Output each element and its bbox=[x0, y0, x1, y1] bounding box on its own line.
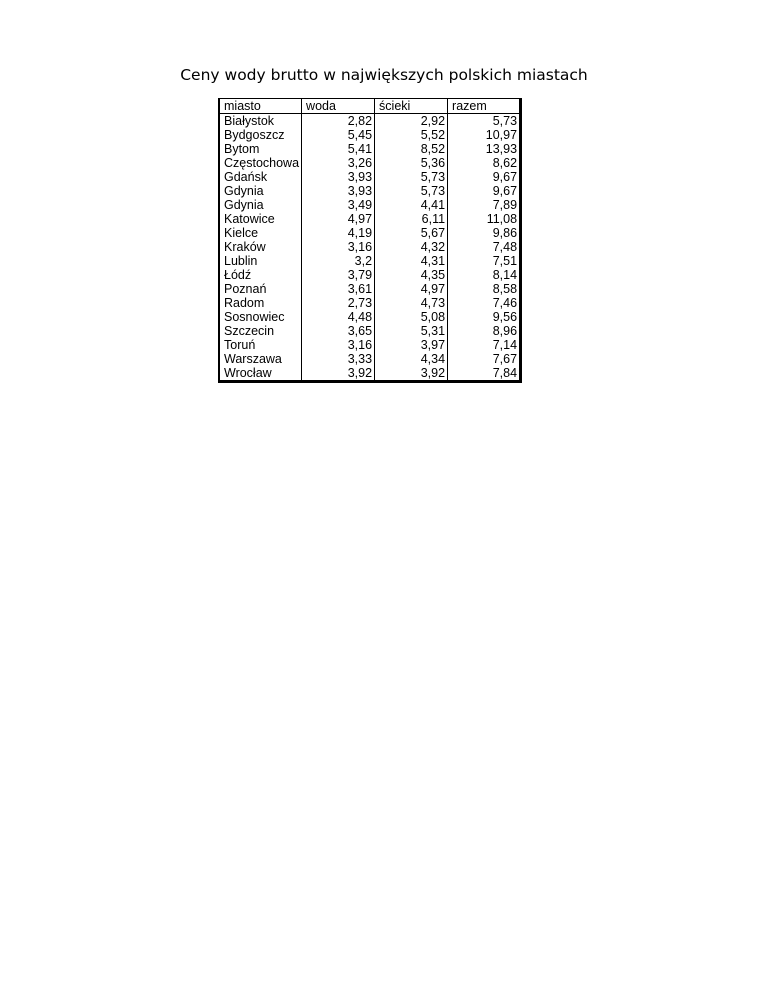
cell-sewage: 5,67 bbox=[375, 226, 448, 240]
table-row bbox=[219, 254, 521, 268]
table-row bbox=[219, 366, 521, 382]
cell-city: Szczecin bbox=[219, 324, 302, 338]
cell-total: 7,14 bbox=[492, 338, 518, 352]
cell-sewage: 4,41 bbox=[375, 198, 448, 212]
table-row bbox=[219, 226, 521, 240]
cell-city: Bydgoszcz bbox=[219, 128, 302, 142]
table-row bbox=[219, 268, 521, 282]
cell-total: 13,93 bbox=[485, 142, 518, 156]
cell-total: 7,46 bbox=[492, 296, 518, 310]
cell-total: 8,14 bbox=[492, 268, 518, 282]
cell-total: 5,73 bbox=[492, 114, 518, 128]
cell-water: 2,82 bbox=[302, 114, 375, 129]
cell-city: Gdańsk bbox=[219, 170, 302, 184]
cell-water: 3,61 bbox=[302, 282, 375, 296]
table-row bbox=[219, 338, 521, 352]
cell-city: Kielce bbox=[219, 226, 302, 240]
cell-city: Gdynia bbox=[219, 198, 302, 212]
cell-total: 9,67 bbox=[492, 170, 518, 184]
table-row bbox=[219, 128, 521, 142]
cell-city: Gdynia bbox=[219, 184, 302, 198]
cell-total: 9,67 bbox=[492, 184, 518, 198]
cell-total: 11,08 bbox=[486, 212, 518, 226]
header-city: miasto bbox=[219, 99, 302, 114]
cell-water: 3,93 bbox=[302, 170, 375, 184]
cell-city: Warszawa bbox=[219, 352, 302, 366]
cell-water: 2,73 bbox=[302, 296, 375, 310]
cell-total: 10,97 bbox=[485, 128, 518, 142]
cell-water: 3,79 bbox=[302, 268, 375, 282]
cell-city: Sosnowiec bbox=[219, 310, 302, 324]
cell-city: Toruń bbox=[219, 338, 302, 352]
table-row bbox=[219, 282, 521, 296]
cell-sewage: 4,32 bbox=[375, 240, 448, 254]
cell-city: Wrocław bbox=[219, 366, 302, 382]
cell-sewage: 3,97 bbox=[375, 338, 448, 352]
cell-sewage: 4,35 bbox=[375, 268, 448, 282]
water-price-table bbox=[218, 98, 522, 383]
cell-total: 9,56 bbox=[492, 310, 518, 324]
cell-sewage: 4,97 bbox=[375, 282, 448, 296]
cell-total: 8,96 bbox=[492, 324, 518, 338]
cell-water: 3,65 bbox=[302, 324, 375, 338]
cell-sewage: 5,73 bbox=[375, 170, 448, 184]
table-row bbox=[219, 212, 521, 226]
header-water: woda bbox=[302, 99, 375, 114]
table-row bbox=[219, 170, 521, 184]
cell-sewage: 5,36 bbox=[375, 156, 448, 170]
table-row bbox=[219, 142, 521, 156]
cell-water: 3,16 bbox=[302, 338, 375, 352]
cell-city: Bytom bbox=[219, 142, 302, 156]
cell-sewage: 6,11 bbox=[375, 212, 448, 226]
header-sewage: ścieki bbox=[375, 99, 448, 114]
cell-sewage: 4,34 bbox=[375, 352, 448, 366]
cell-water: 3,92 bbox=[302, 366, 375, 382]
page-title: Ceny wody brutto w największych polskich miastach bbox=[180, 66, 588, 84]
cell-total: 8,58 bbox=[492, 282, 518, 296]
cell-water: 5,45 bbox=[302, 128, 375, 142]
cell-sewage: 4,73 bbox=[375, 296, 448, 310]
cell-water: 3,2 bbox=[302, 254, 375, 268]
table-body bbox=[219, 114, 521, 382]
cell-city: Białystok bbox=[219, 114, 302, 129]
cell-sewage: 3,92 bbox=[375, 366, 448, 382]
cell-water: 3,16 bbox=[302, 240, 375, 254]
cell-city: Częstochowa bbox=[219, 156, 302, 170]
table-row bbox=[219, 240, 521, 254]
table-row bbox=[219, 114, 521, 129]
cell-city: Poznań bbox=[219, 282, 302, 296]
cell-sewage: 8,52 bbox=[375, 142, 448, 156]
cell-city: Katowice bbox=[219, 212, 302, 226]
cell-total: 7,48 bbox=[492, 240, 518, 254]
cell-water: 4,19 bbox=[302, 226, 375, 240]
table-row bbox=[219, 156, 521, 170]
cell-water: 3,49 bbox=[302, 198, 375, 212]
table-row bbox=[219, 296, 521, 310]
table-row bbox=[219, 198, 521, 212]
cell-total: 9,86 bbox=[492, 226, 518, 240]
cell-sewage: 5,31 bbox=[375, 324, 448, 338]
cell-water: 3,33 bbox=[302, 352, 375, 366]
cell-city: Kraków bbox=[219, 240, 302, 254]
header-total: razem bbox=[448, 99, 521, 114]
cell-sewage: 5,73 bbox=[375, 184, 448, 198]
cell-city: Radom bbox=[219, 296, 302, 310]
cell-total: 7,51 bbox=[492, 254, 518, 268]
cell-sewage: 2,92 bbox=[375, 114, 448, 129]
table-row bbox=[219, 324, 521, 338]
cell-city: Lublin bbox=[219, 254, 302, 268]
cell-city: Łódź bbox=[219, 268, 302, 282]
cell-water: 4,48 bbox=[302, 310, 375, 324]
cell-sewage: 5,52 bbox=[375, 128, 448, 142]
table-header-row bbox=[219, 99, 521, 114]
cell-water: 5,41 bbox=[302, 142, 375, 156]
cell-total: 8,62 bbox=[492, 156, 518, 170]
cell-sewage: 5,08 bbox=[375, 310, 448, 324]
cell-water: 4,97 bbox=[302, 212, 375, 226]
cell-water: 3,26 bbox=[302, 156, 375, 170]
cell-total: 7,84 bbox=[492, 366, 518, 380]
cell-sewage: 4,31 bbox=[375, 254, 448, 268]
cell-total: 7,67 bbox=[492, 352, 518, 366]
table-row bbox=[219, 352, 521, 366]
table-row bbox=[219, 310, 521, 324]
cell-water: 3,93 bbox=[302, 184, 375, 198]
table-row bbox=[219, 184, 521, 198]
cell-total: 7,89 bbox=[492, 198, 518, 212]
